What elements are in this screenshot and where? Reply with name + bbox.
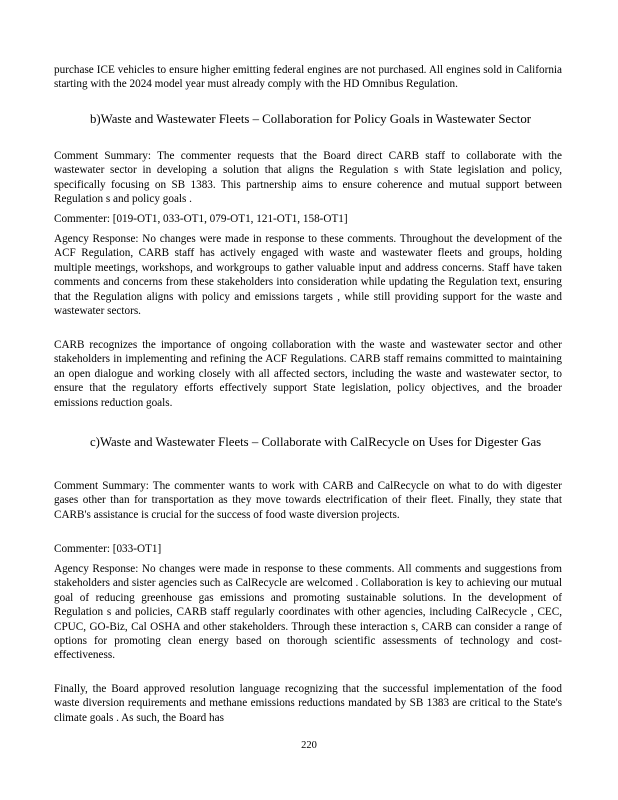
section-heading-c-text: c)Waste and Wastewater Fleets – Collaborate with CalRecycle on Uses for Digester Gas <box>90 435 542 449</box>
intro-paragraph: purchase ICE vehicles to ensure higher emitting federal engines are not purchased. All engines sold in California starting with the 2024 model year must already comply with the HD Omnibus Regulation. <box>54 64 562 91</box>
section-heading-c <box>54 434 562 451</box>
comment-summary-c: Comment Summary: The commenter wants to work with CARB and CalRecycle on what to do with digester gases other than for transportation as they move towards electrification of their fleet. Finally, they state that CARB's assistance is crucial for the success of food waste diversion projects. <box>54 480 562 521</box>
agency-response-c-continued: Finally, the Board approved resolution language recognizing that the successful implementation of the food waste diversion requirements and methane emissions reductions mandated by SB 1383 are critical to the State's climate goals . As such, the Board has <box>54 683 562 724</box>
agency-response-b-continued: CARB recognizes the importance of ongoing collaboration with the waste and wastewater sector and other stakeholders in implementing and refining the ACF Regulations. CARB staff remains committed to maintaining an open dialogue and working closely with all affected sectors, including the waste and wastewater sector, to ensure that the regulatory efforts effectively support State legislation, policy objectives, and the broader emissions reduction goals. <box>54 339 562 409</box>
section-heading-b <box>54 111 562 128</box>
commenter-list-b: Commenter: [019-OT1, 033-OT1, 079-OT1, 121-OT1, 158-OT1] <box>54 213 348 225</box>
agency-response-b: Agency Response: No changes were made in response to these comments. Throughout the development of the ACF Regulation, CARB staff has actively engaged with waste and wastewater fleets and groups, holding multiple meetings, workshops, and workgroups to gather valuable input and address concerns. Staff have taken comments and concerns from these stakeholders into consideration while updating the Regulation text, ensuring that the Regulation aligns with policy and emissions targets , while still providing support for the waste and wastewater sectors. <box>54 233 562 318</box>
section-heading-b-text: b)Waste and Wastewater Fleets – Collaboration for Policy Goals in Wastewater Sector <box>90 112 532 126</box>
agency-response-c: Agency Response: No changes were made in response to these comments. All comments and suggestions from stakeholders and sister agencies such as CalRecycle are welcomed . Collaboration is key to achieving our mutual goal of reducing greenhouse gas emissions and promoting sustainable solutions. In the development of Regulation s and policies, CARB staff regularly coordinates with other agencies, including CalRecycle , CEC, CPUC, GO-Biz, Cal OSHA and other stakeholders. Through these interaction s, CARB can consider a range of options for promoting clean energy based on thorough scientific assessments of technology and cost-effectiveness. <box>54 563 562 662</box>
page-number: 220 <box>301 740 317 751</box>
comment-summary-b: Comment Summary: The commenter requests that the Board direct CARB staff to collaborate with the wastewater sector in developing a solution that aligns the Regulation s with State legislation and policy, specifically focusing on SB 1383. This partnership aims to ensure coherence and mutual support between Regulation s and policy goals . <box>54 150 562 206</box>
commenter-list-c: Commenter: [033-OT1] <box>54 543 162 555</box>
